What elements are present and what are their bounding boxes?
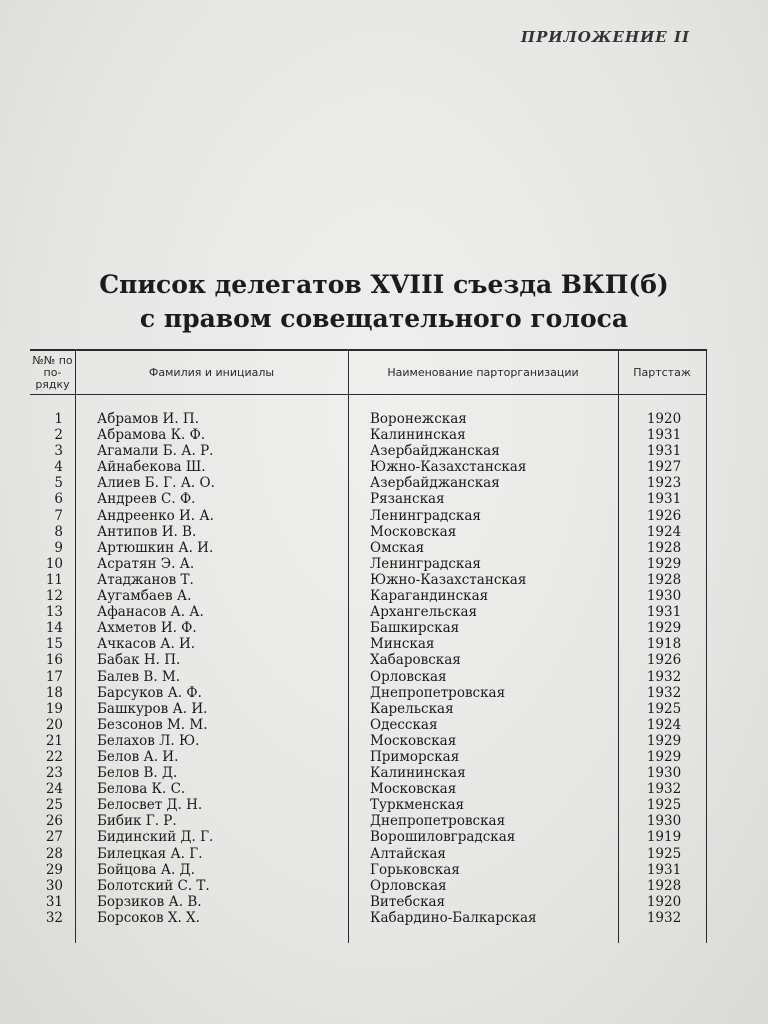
row-number: 31 — [45, 893, 63, 910]
party-tenure-year: 1930 — [646, 765, 682, 782]
row-number: 7 — [54, 507, 63, 524]
row-number: 10 — [45, 555, 63, 572]
party-tenure-year: 1926 — [646, 652, 682, 669]
table-row — [30, 765, 707, 781]
table-row — [30, 475, 707, 491]
delegate-name: Андреев С. Ф. — [97, 491, 196, 508]
row-number: 14 — [45, 620, 63, 637]
page-title — [0, 268, 768, 336]
table-row — [30, 636, 707, 652]
party-organization: Азербайджанская — [370, 475, 500, 492]
delegate-name: Белов А. И. — [97, 748, 179, 765]
row-number: 26 — [45, 813, 63, 830]
delegate-name: Артюшкин А. И. — [97, 539, 214, 556]
delegate-name: Болотский С. Т. — [97, 877, 210, 894]
party-tenure-year: 1928 — [646, 539, 682, 556]
row-number: 28 — [45, 845, 63, 862]
table-row — [30, 733, 707, 749]
delegate-name: Ахметов И. Ф. — [97, 620, 197, 637]
party-organization: Ворошиловградская — [370, 829, 516, 846]
party-organization: Орловская — [370, 668, 447, 685]
row-number: 20 — [45, 716, 63, 733]
table-row — [30, 556, 707, 572]
party-tenure-year: 1924 — [646, 716, 682, 733]
party-organization: Азербайджанская — [370, 443, 500, 460]
row-number: 5 — [54, 475, 63, 492]
table-row — [30, 508, 707, 524]
table-row — [30, 878, 707, 894]
delegate-name: Бойцова А. Д. — [97, 861, 195, 878]
delegate-name: Аугамбаев А. — [97, 588, 192, 605]
party-tenure-year: 1931 — [646, 443, 682, 460]
party-tenure-year: 1920 — [646, 893, 682, 910]
party-tenure-year: 1925 — [646, 797, 682, 814]
row-number: 1 — [54, 411, 63, 427]
row-number: 9 — [54, 539, 63, 556]
table-row — [30, 781, 707, 797]
row-number: 27 — [45, 829, 63, 846]
table-row — [30, 813, 707, 829]
delegate-name: Бибик Г. Р. — [97, 813, 177, 830]
delegate-name: Белахов Л. Ю. — [97, 732, 200, 749]
row-number: 18 — [45, 684, 63, 701]
party-organization: Одесская — [370, 716, 438, 733]
row-number: 17 — [45, 668, 63, 685]
table-row — [30, 443, 707, 459]
party-organization: Омская — [370, 539, 425, 556]
table-row — [30, 701, 707, 717]
row-number: 8 — [54, 523, 63, 540]
delegate-name: Белова К. С. — [97, 781, 186, 798]
row-number: 12 — [45, 588, 63, 605]
party-tenure-year: 1931 — [646, 491, 682, 508]
row-number: 6 — [54, 491, 63, 508]
row-number: 19 — [45, 700, 63, 717]
delegate-name: Андреенко И. А. — [97, 507, 214, 524]
party-organization: Днепропетровская — [370, 684, 506, 701]
party-tenure-year: 1929 — [646, 732, 682, 749]
party-tenure-year: 1931 — [646, 604, 682, 621]
header-party-tenure: Партстаж — [633, 365, 691, 379]
delegate-name: Башкуров А. И. — [97, 700, 208, 717]
delegate-name: Алиев Б. Г. А. О. — [97, 475, 215, 492]
party-organization: Витебская — [370, 893, 446, 910]
table-row — [30, 540, 707, 556]
party-tenure-year: 1930 — [646, 813, 682, 830]
party-organization: Приморская — [370, 748, 460, 765]
party-tenure-year: 1928 — [646, 571, 682, 588]
table-row — [30, 604, 707, 620]
row-number: 15 — [45, 636, 63, 653]
party-tenure-year: 1923 — [646, 475, 682, 492]
party-tenure-year: 1929 — [646, 555, 682, 572]
table-row — [30, 620, 707, 636]
party-tenure-year: 1932 — [646, 909, 682, 926]
party-organization: Орловская — [370, 877, 447, 894]
party-tenure-year: 1927 — [646, 459, 682, 476]
party-organization: Южно-Казахстанская — [370, 571, 527, 588]
delegate-name: Абрамова К. Ф. — [97, 427, 206, 444]
appendix-label: ПРИЛОЖЕНИЕ II — [520, 28, 690, 46]
title-line-2: с правом совещательного голоса — [139, 304, 629, 333]
table-row — [30, 459, 707, 475]
table-row — [30, 427, 707, 443]
party-organization: Калининская — [370, 765, 466, 782]
delegate-name: Белосвет Д. Н. — [97, 797, 203, 814]
table-row — [30, 797, 707, 813]
delegate-name: Барсуков А. Ф. — [97, 684, 202, 701]
party-organization: Минская — [370, 636, 435, 653]
row-number: 32 — [45, 909, 63, 926]
party-tenure-year: 1924 — [646, 523, 682, 540]
row-number: 25 — [45, 797, 63, 814]
delegate-name: Балев В. М. — [97, 668, 181, 685]
delegate-name: Агамали Б. А. Р. — [97, 443, 214, 460]
header-divider — [30, 394, 707, 395]
table-row — [30, 588, 707, 604]
party-tenure-year: 1920 — [646, 411, 682, 427]
party-organization: Кабардино-Балкарская — [370, 909, 537, 926]
delegate-name: Асратян Э. А. — [97, 555, 195, 572]
party-tenure-year: 1926 — [646, 507, 682, 524]
party-organization: Московская — [370, 732, 457, 749]
party-organization: Алтайская — [370, 845, 446, 862]
table-row — [30, 829, 707, 845]
row-number: 3 — [54, 443, 63, 460]
table-body — [30, 411, 707, 926]
table-row — [30, 652, 707, 668]
delegate-name: Айнабекова Ш. — [97, 459, 206, 476]
header-organization: Наименование парторганизации — [387, 365, 579, 379]
party-tenure-year: 1931 — [646, 427, 682, 444]
party-tenure-year: 1918 — [646, 636, 682, 653]
table-row — [30, 749, 707, 765]
table-row — [30, 685, 707, 701]
party-organization: Воронежская — [370, 411, 467, 427]
delegate-name: Абрамов И. П. — [97, 411, 199, 427]
party-tenure-year: 1925 — [646, 845, 682, 862]
header-number: №№ по по-рядку — [32, 353, 73, 391]
delegate-name: Ачкасов А. И. — [97, 636, 196, 653]
party-tenure-year: 1919 — [646, 829, 682, 846]
delegate-name: Атаджанов Т. — [97, 571, 194, 588]
party-organization: Московская — [370, 523, 457, 540]
party-tenure-year: 1925 — [646, 700, 682, 717]
row-number: 13 — [45, 604, 63, 621]
table-row — [30, 524, 707, 540]
delegate-name: Белов В. Д. — [97, 765, 178, 782]
title-line-1: Список делегатов XVIII съезда ВКП(б) — [99, 270, 669, 299]
party-organization: Московская — [370, 781, 457, 798]
table-row — [30, 846, 707, 862]
table-row — [30, 862, 707, 878]
party-organization: Ленинградская — [370, 555, 481, 572]
row-number: 29 — [45, 861, 63, 878]
party-tenure-year: 1929 — [646, 748, 682, 765]
party-organization: Южно-Казахстанская — [370, 459, 527, 476]
party-organization: Архангельская — [370, 604, 478, 621]
row-number: 11 — [45, 571, 63, 588]
party-tenure-year: 1930 — [646, 588, 682, 605]
row-number: 30 — [45, 877, 63, 894]
party-tenure-year: 1931 — [646, 861, 682, 878]
delegate-name: Антипов И. В. — [97, 523, 197, 540]
party-organization: Калининская — [370, 427, 466, 444]
table-row — [30, 894, 707, 910]
table-row — [30, 669, 707, 685]
party-organization: Горьковская — [370, 861, 460, 878]
party-tenure-year: 1929 — [646, 620, 682, 637]
row-number: 22 — [45, 748, 63, 765]
party-organization: Хабаровская — [370, 652, 461, 669]
delegate-name: Афанасов А. А. — [97, 604, 204, 621]
row-number: 24 — [45, 781, 63, 798]
table-row — [30, 411, 707, 427]
party-organization: Рязанская — [370, 491, 445, 508]
party-tenure-year: 1932 — [646, 668, 682, 685]
delegate-name: Безсонов М. М. — [97, 716, 208, 733]
delegate-name: Бабак Н. П. — [97, 652, 181, 669]
row-number: 2 — [54, 427, 63, 444]
row-number: 4 — [54, 459, 63, 476]
party-organization: Днепропетровская — [370, 813, 506, 830]
delegates-table — [30, 349, 707, 943]
party-organization: Туркменская — [370, 797, 465, 814]
delegate-name: Билецкая А. Г. — [97, 845, 203, 862]
row-number: 16 — [45, 652, 63, 669]
party-organization: Карельская — [370, 700, 454, 717]
party-organization: Ленинградская — [370, 507, 481, 524]
row-number: 23 — [45, 765, 63, 782]
delegate-name: Борсоков Х. Х. — [97, 909, 200, 926]
party-tenure-year: 1932 — [646, 684, 682, 701]
header-name: Фамилия и инициалы — [148, 365, 275, 379]
party-tenure-year: 1928 — [646, 877, 682, 894]
party-organization: Башкирская — [370, 620, 460, 637]
row-number: 21 — [45, 732, 63, 749]
party-tenure-year: 1932 — [646, 781, 682, 798]
table-row — [30, 717, 707, 733]
table-row — [30, 491, 707, 507]
delegate-name: Борзиков А. В. — [97, 893, 202, 910]
party-organization: Карагандинская — [370, 588, 489, 605]
table-row — [30, 910, 707, 926]
table-row — [30, 572, 707, 588]
delegate-name: Бидинский Д. Г. — [97, 829, 214, 846]
